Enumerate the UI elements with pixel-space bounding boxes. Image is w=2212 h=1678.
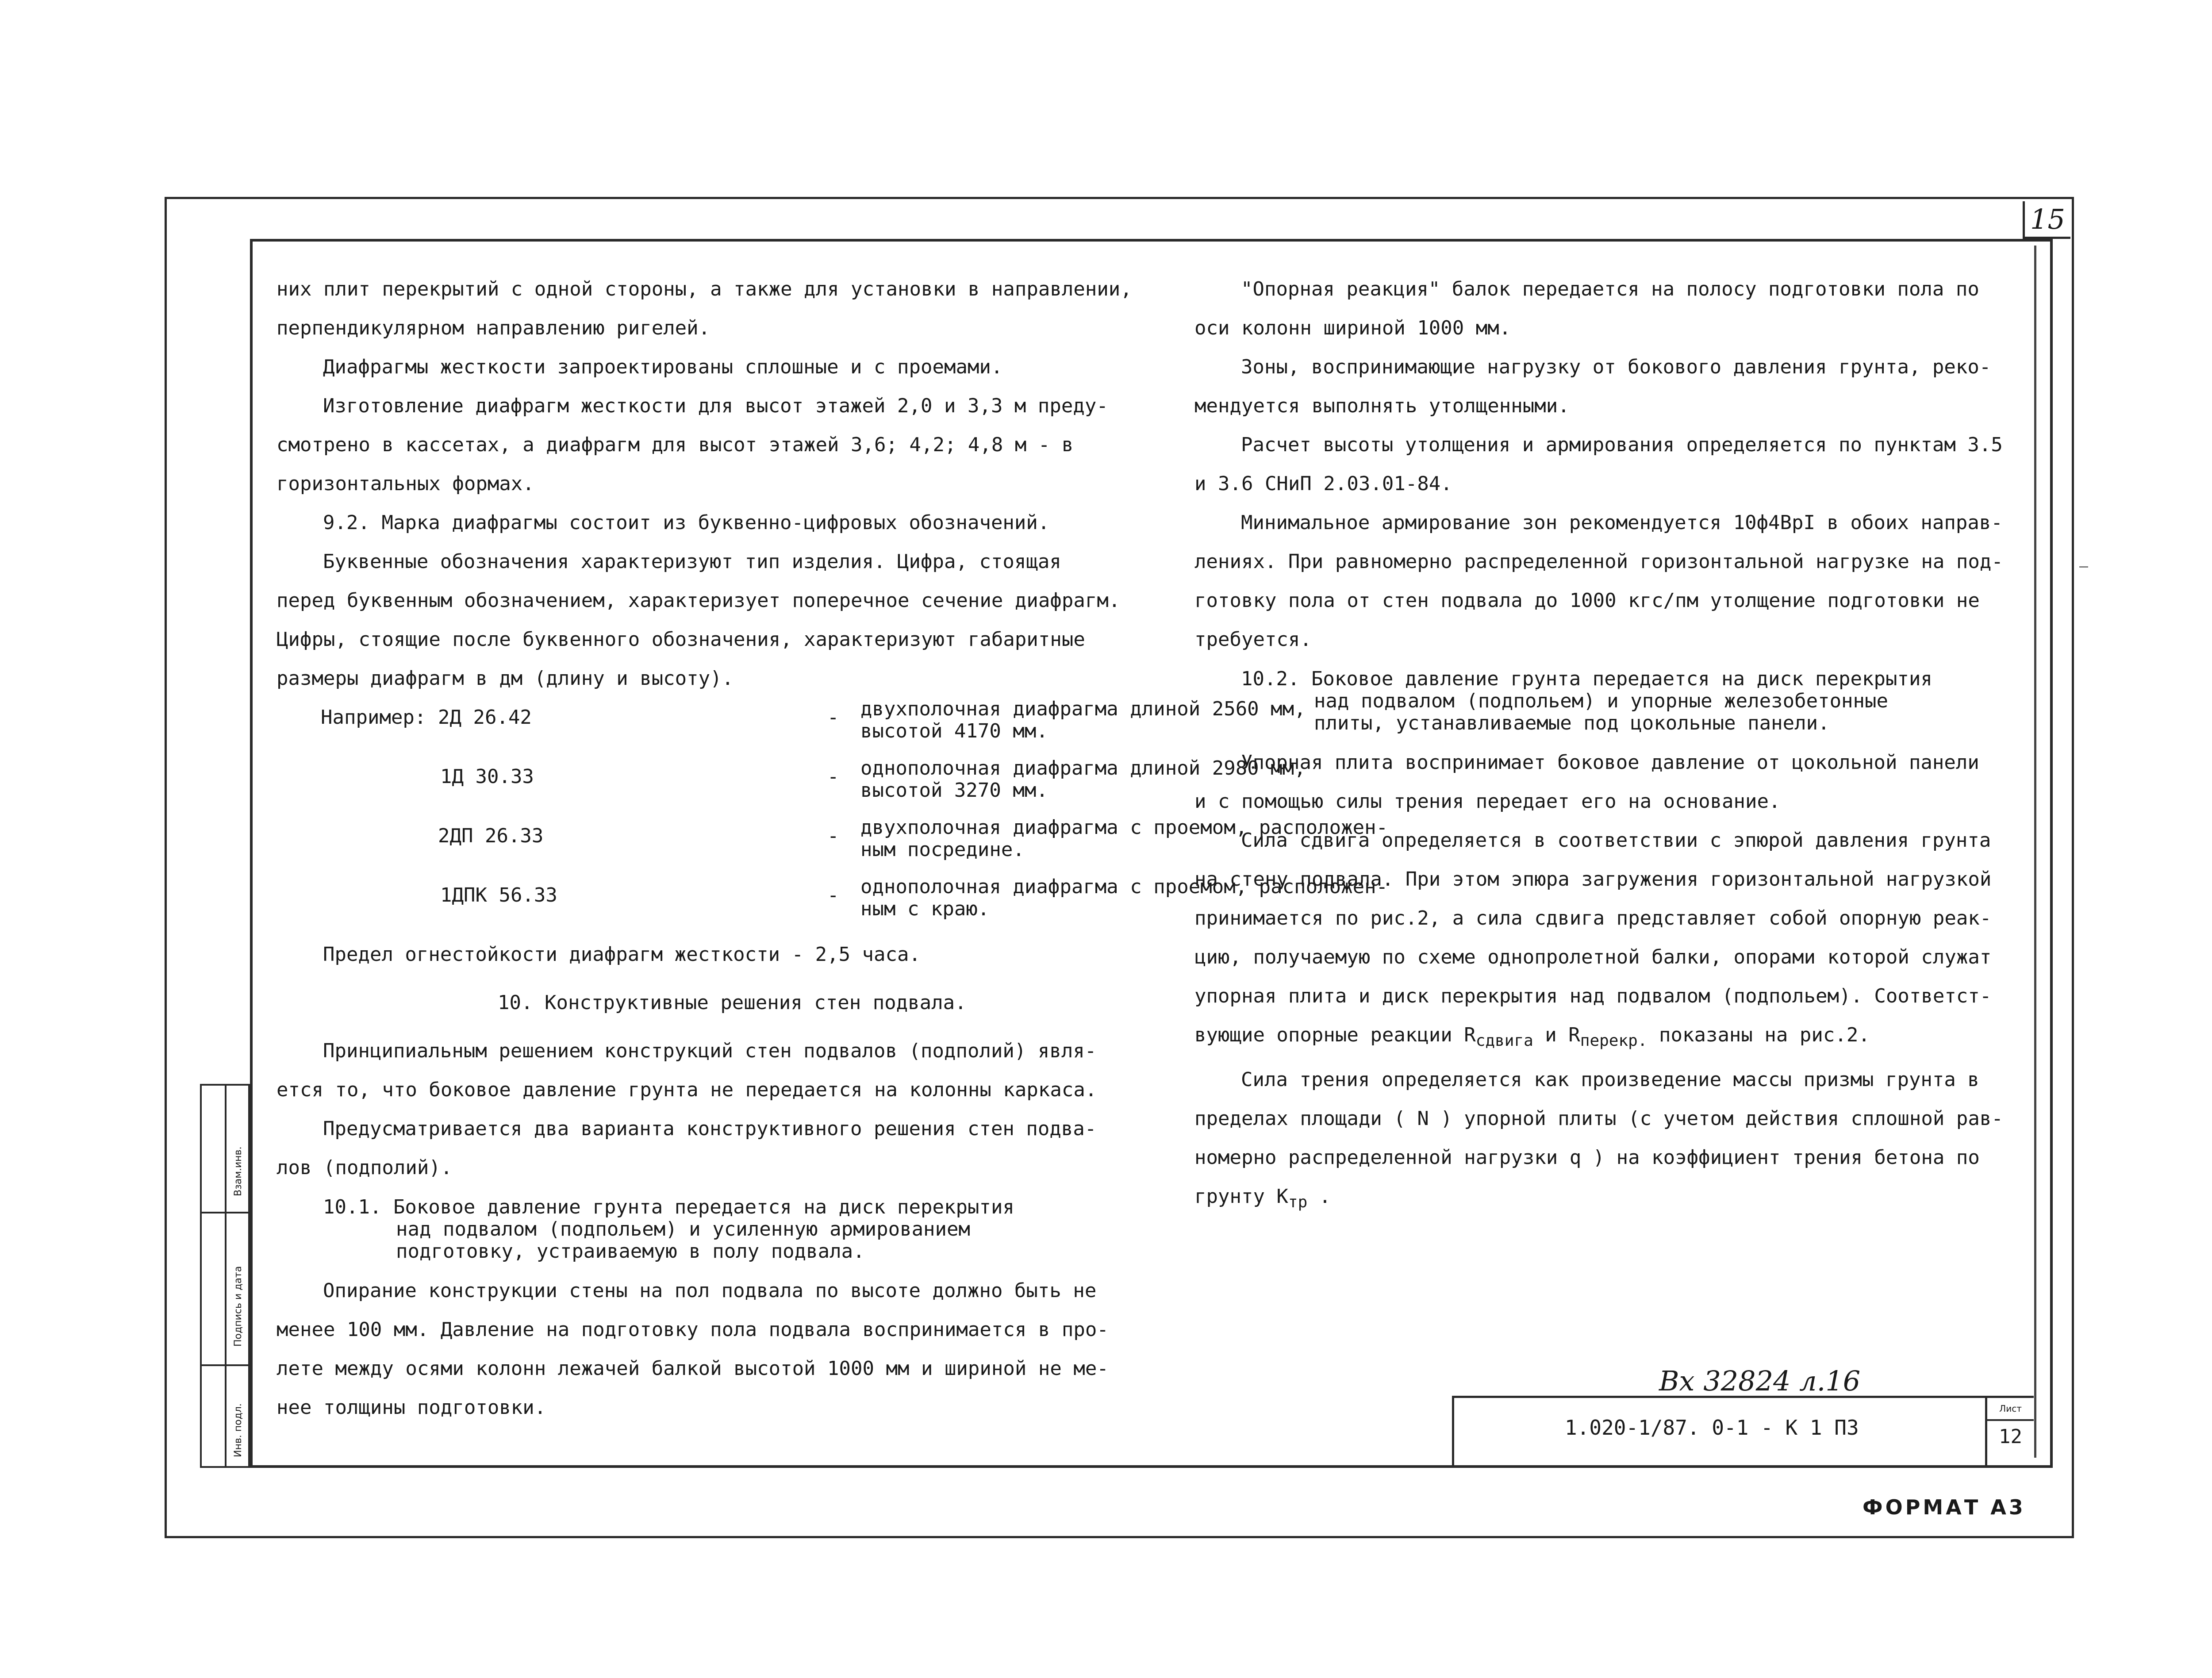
page-number: 15 (2023, 201, 2070, 239)
text-line: ется то, что боковое давление грунта не передается на колонны каркаса. (276, 1079, 1097, 1101)
text-line: требуется. (1194, 628, 1312, 651)
example-dash: - (827, 884, 839, 906)
section-title: 10. Конструктивные решения стен подвала. (498, 991, 967, 1014)
handwritten-signature: Вх 32824 л.16 (1659, 1365, 1861, 1397)
example-desc: двухполочная диафрагма с проемом, расположен- ным посредине. (860, 816, 1388, 861)
example-item (276, 816, 1388, 876)
text-line: Зоны, воспринимающие нагрузку от бокового давления грунта, реко- (1241, 356, 1991, 378)
subsection-heading: подготовку, устраиваемую в полу подвала. (396, 1240, 865, 1263)
margin-mark (2079, 566, 2088, 568)
stamp-signature-date-label: Подпись и дата (233, 1266, 244, 1347)
text-line: лениях. При равномерно распределенной горизонтальной нагрузке на под- (1194, 550, 2003, 573)
text-line: Предел огнестойкости диафрагм жесткости - 2,5 часа. (323, 943, 921, 966)
example-code: 1ДПК 56.33 (440, 884, 557, 906)
format-label: ФОРМАТ А3 (1863, 1495, 2026, 1519)
text-line: "Опорная реакция" балок передается на полосу подготовки пола по (1241, 278, 1979, 300)
right-border-strip (2034, 246, 2036, 1458)
example-desc: двухполочная диафрагма длиной 2560 мм, высотой 4170 мм. (860, 698, 1306, 742)
example-item (276, 875, 1388, 935)
text-line: и с помощью силы трения передает его на основание. (1194, 790, 1781, 813)
text-line: Предусматривается два варианта конструктивного решения стен подва- (323, 1117, 1097, 1140)
text-line: нее толщины подготовки. (276, 1396, 546, 1419)
example-desc: однополочная диафрагма длиной 2980 мм, высотой 3270 мм. (860, 757, 1306, 802)
text-line: номерно распределенной нагрузки q ) на коэффициент трения бетона по (1194, 1146, 1980, 1169)
text-line: упорная плита и диск перекрытия над подвалом (подпольем). Соответст- (1194, 985, 1992, 1007)
text-line: и 3.6 СНиП 2.03.01-84. (1194, 472, 1452, 495)
subsection-heading: 10.1. Боковое давление грунта передается на диск перекрытия (323, 1196, 1014, 1218)
text-line: Упорная плита воспринимает боковое давление от цокольной панели (1241, 751, 1979, 774)
title-block (1452, 1396, 2034, 1468)
example-code: 2Д 26.42 (438, 706, 532, 729)
text-line: Принципиальным решением конструкций стен подвалов (подполий) явля- (323, 1040, 1097, 1062)
example-desc: однополочная диафрагма с проемом, расположен- ным с краю. (860, 875, 1388, 920)
text-line: Опирание конструкции стены на пол подвала по высоте должно быть не (323, 1279, 1097, 1302)
text-line: Диафрагмы жесткости запроектированы сплошные и с проемами. (323, 356, 1003, 378)
text-line: принимается по рис.2, а сила сдвига представляет собой опорную реак- (1194, 907, 1992, 929)
text-line: менее 100 мм. Давление на подготовку пола подвала воспринимается в про- (276, 1318, 1109, 1341)
text-line: Изготовление диафрагм жесткости для высот этажей 2,0 и 3,3 м преду- (323, 395, 1108, 417)
right-column (1194, 270, 2026, 1222)
example-dash: - (827, 765, 839, 788)
stamp-original-inv-label: Инв. подл. (233, 1403, 244, 1457)
text-line: готовку пола от стен подвала до 1000 кгс/пм утолщение подготовки не (1194, 589, 1980, 612)
text-line-reactions: вующие опорные реакции $R_{сдвига}$ и $R_{перекр.}$ показаны на рис.2. (1194, 1024, 1870, 1050)
text-line: цию, получаемую по схеме однопролетной балки, опорами которой служат (1194, 946, 1992, 968)
text-line: мендуется выполнять утолщенными. (1194, 395, 1570, 417)
subsection-heading: над подвалом (подпольем) и упорные железобетонные (1314, 690, 1889, 712)
text-line: них плит перекрытий с одной стороны, а также для установки в направлении, (276, 278, 1132, 300)
subsection-heading: плиты, устанавливаемые под цокольные панели. (1314, 712, 1830, 734)
example-code: 1Д 30.33 (440, 765, 534, 788)
sheet-cell (1985, 1398, 2034, 1468)
text-line: 9.2. Марка диафрагмы состоит из буквенно-цифровых обозначений. (323, 511, 1050, 534)
stamp-replace-inv-label: Взам.инв. (233, 1146, 244, 1196)
text-line: размеры диафрагм в дм (длину и высоту). (276, 667, 734, 690)
example-item (276, 698, 1306, 757)
example-item (276, 757, 1306, 817)
text-line: горизонтальных формах. (276, 472, 534, 495)
text-line: Минимальное армирование зон рекомендуется 10ф4ВрI в обоих направ- (1241, 511, 2003, 534)
text-line: лете между осями колонн лежачей балкой высотой 1000 мм и шириной не ме- (276, 1357, 1109, 1380)
example-dash: - (827, 706, 839, 729)
text-line: лов (подполий). (276, 1156, 453, 1179)
subsection-heading: 10.2. Боковое давление грунта передается на диск перекрытия (1241, 668, 1932, 690)
text-line: Сила сдвига определяется в соответствии с эпюрой давления грунта (1241, 829, 1991, 852)
example-code: 2ДП 26.33 (438, 825, 544, 847)
document-code: 1.020-1/87. 0-1 - К 1 ПЗ (1565, 1416, 1859, 1440)
subsection-heading: над подвалом (подпольем) и усиленную армированием (396, 1218, 971, 1240)
examples-label: Например: (321, 706, 426, 729)
text-line-friction: грунту $К_{тр}$ . (1194, 1185, 1331, 1211)
text-line: перед буквенным обозначением, характеризует поперечное сечение диафрагм. (276, 589, 1121, 612)
text-line: оси колонн шириной 1000 мм. (1194, 317, 1511, 339)
text-line: смотрено в кассетах, а диафрагм для высот этажей 3,6; 4,2; 4,8 м - в (276, 434, 1074, 456)
text-line: Расчет высоты утолщения и армирования определяется по пунктам 3.5 (1241, 434, 2003, 456)
text-line: Буквенные обозначения характеризуют тип изделия. Цифра, стоящая (323, 550, 1061, 573)
text-line: Сила трения определяется как произведение массы призмы грунта в (1241, 1068, 1979, 1091)
sheet-number: 12 (1999, 1425, 2022, 1448)
sheet-label: Лист (1987, 1398, 2034, 1421)
text-line: на стену подвала. При этом эпюра загружения горизонтальной нагрузкой (1194, 868, 1992, 891)
side-stamp (200, 1084, 250, 1468)
text-line: пределах площади ( N ) упорной плиты (с учетом действия сплошной рав- (1194, 1107, 2003, 1130)
text-line: перпендикулярном направлению ригелей. (276, 317, 710, 339)
example-dash: - (827, 825, 839, 847)
text-line: Цифры, стоящие после буквенного обозначения, характеризуют габаритные (276, 628, 1085, 651)
